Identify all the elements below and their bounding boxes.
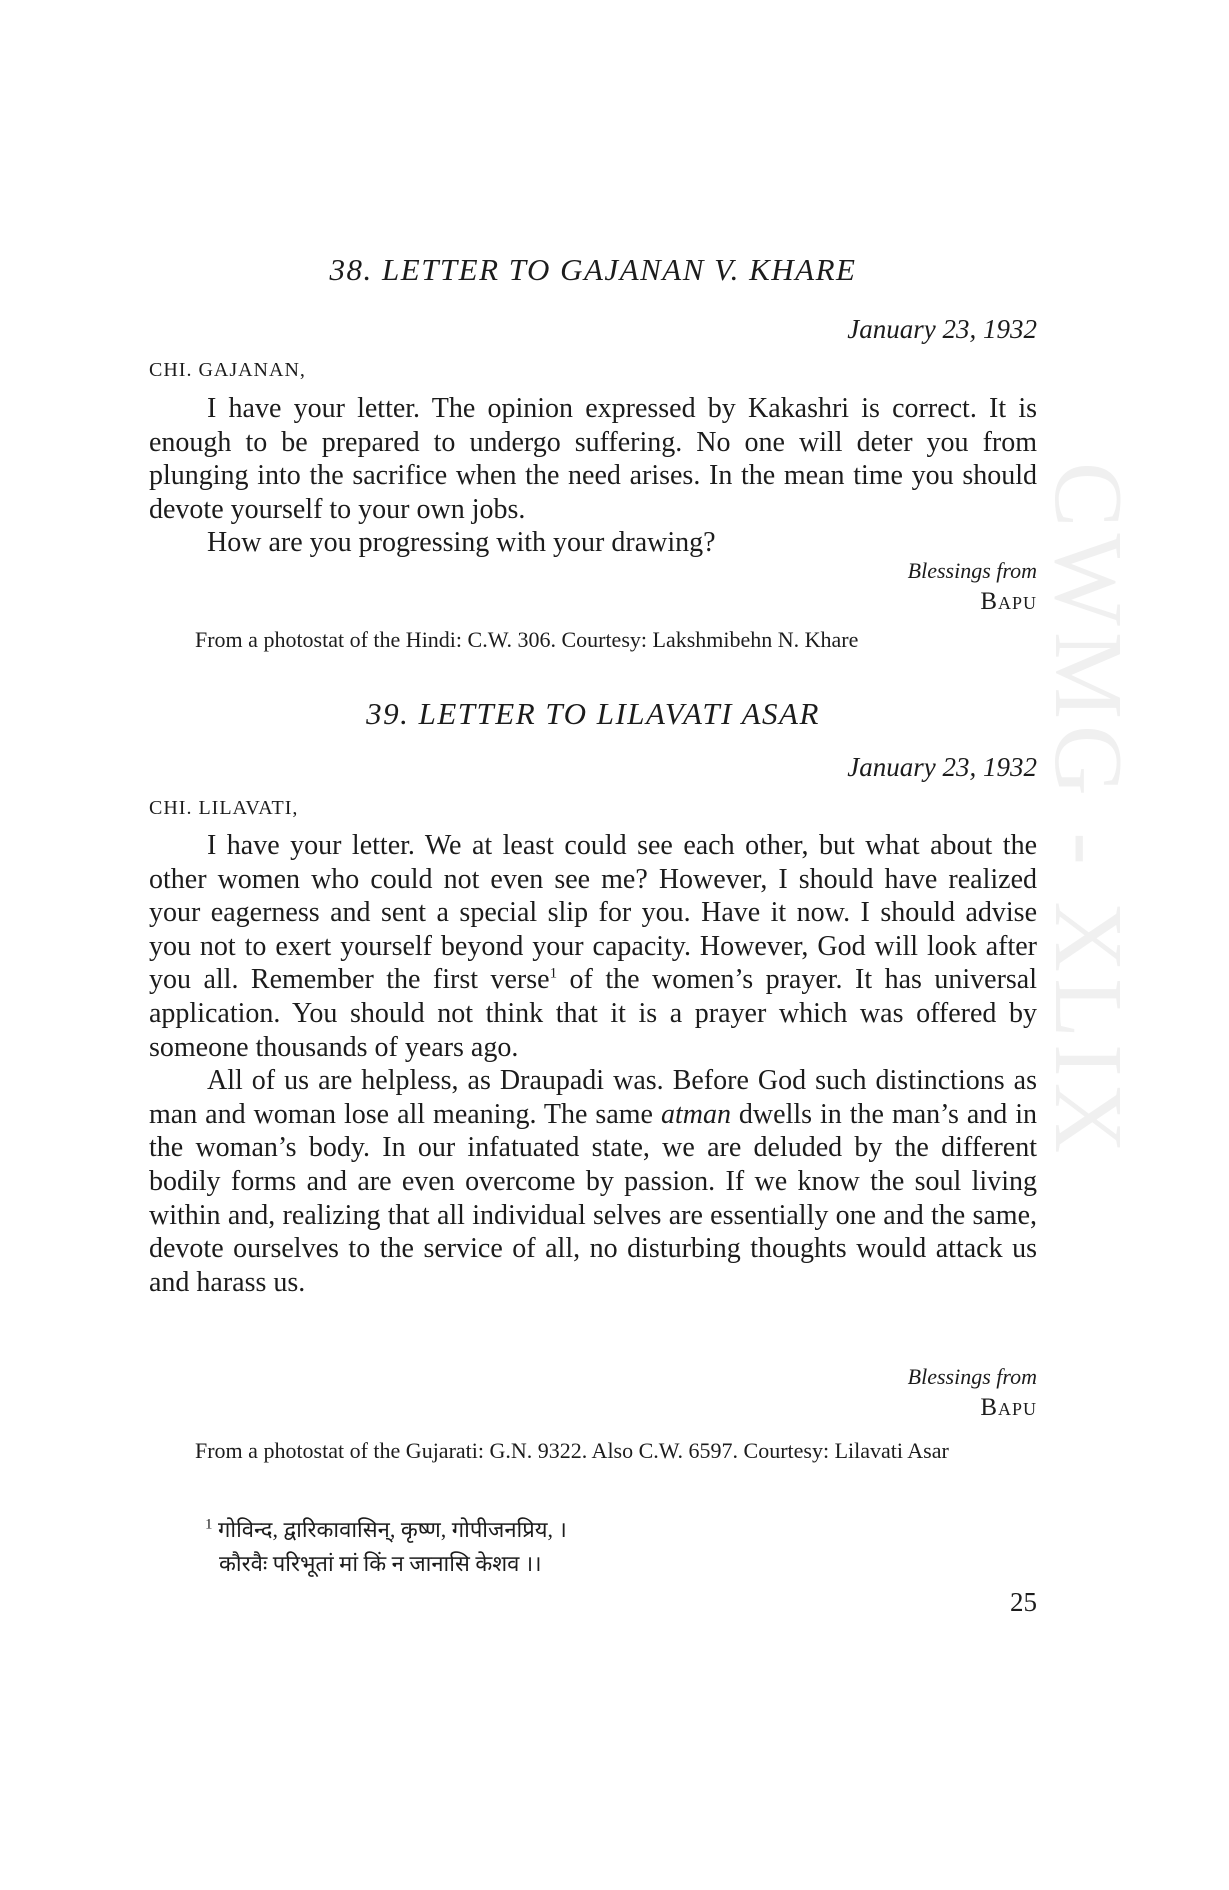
letter-39-source-note: From a photostat of the Gujarati: G.N. 9322. Also C.W. 6597. Courtesy: Lilavati Asar [195, 1438, 949, 1463]
letter-38-source-note: From a photostat of the Hindi: C.W. 306. Courtesy: Lakshmibehn N. Khare [195, 627, 859, 652]
italic-term: atman [660, 1098, 731, 1130]
letter-38-salutation: CHI. GAJANAN, [149, 359, 306, 381]
footnote-marker: 1 [205, 1516, 213, 1533]
watermark: CWMG - XLIX [1034, 462, 1142, 1160]
letter-38-paragraph: How are you progressing with your drawing? [207, 527, 716, 559]
letter-39-heading: 39. LETTER TO LILAVATI ASAR [366, 696, 820, 731]
page-number: 25 [1010, 1587, 1037, 1617]
letter-39-paragraph-1 [149, 829, 1037, 1064]
footnote [149, 1513, 1037, 1581]
letter-38-date: January 23, 1932 [847, 314, 1037, 344]
blessings-line: Blessings from [907, 1364, 1037, 1389]
letter-38-body [149, 392, 1037, 560]
letter-39-paragraph-2 [149, 1064, 1037, 1299]
paragraph-text: of the women’s prayer. It has universal application. You should not think that it is a prayer which was offered by someone thousands of years ago. [149, 964, 1037, 1063]
footnote-line-1 [205, 1513, 1037, 1547]
footnote-reference: 1 [549, 966, 558, 983]
signature-name: Bapu [980, 1394, 1037, 1421]
letter-38-signature-block [908, 558, 1037, 616]
footnote-line-2 [205, 1547, 1037, 1581]
footnote-verse: गोविन्द, द्वारिकावासिन्, कृष्ण, गोपीजनप्रिय, । [218, 1517, 567, 1542]
blessings-line: Blessings from [907, 558, 1037, 583]
letter-39-salutation: CHI. LILAVATI, [149, 797, 299, 819]
signature-name: Bapu [980, 588, 1037, 615]
letter-38-paragraph: I have your letter. The opinion expressed by Kakashri is correct. It is enough to be prepared to undergo suffering. No one will deter you from plunging into the sacrifice when the need arises. In the mean time you should devote yourself to your own jobs. [149, 393, 1037, 525]
letter-38-heading: 38. LETTER TO GAJANAN V. KHARE [329, 252, 857, 287]
footnote-verse: कौरवैः परिभूतां मां किं न जानासि केशव ।। [219, 1551, 542, 1576]
paragraph-text: All of us are helpless, as Draupadi was. Before God such distinctions as man and woman lose all meaning. The same [149, 1065, 1037, 1130]
letter-39-signature-block [908, 1364, 1037, 1422]
letter-39-date: January 23, 1932 [847, 752, 1037, 782]
letter-39-body [149, 829, 1037, 1299]
paragraph-text: dwells in the man’s and in the woman’s body. In our infatuated state, we are deluded by the different bodily forms and are even overcome by passion. If we know the soul living within and, realizing that all individual selves are essentially one and the same, devote ourselves to the service of all, no disturbing thoughts would attack us and harass us. [149, 1098, 1037, 1298]
paragraph-text: I have your letter. We at least could see each other, but what about the other women who could not even see me? However, I should have realized your eagerness and sent a special slip for you. Have it now. I should advise you not to exert yourself beyond your capacity. However, God will look after you all. Remember the first verse [149, 830, 1037, 996]
